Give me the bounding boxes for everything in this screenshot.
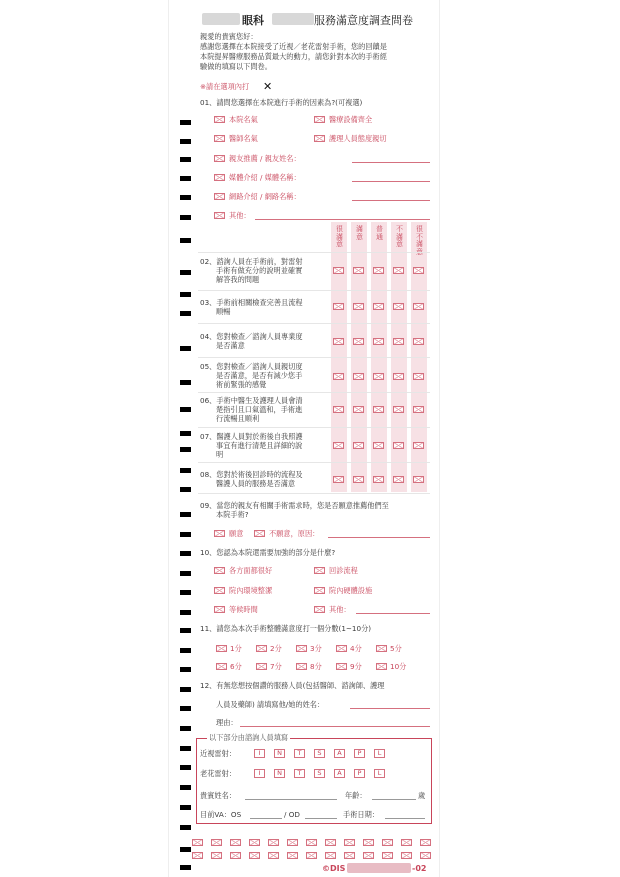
score-label: 5分 (390, 644, 402, 653)
q02-text: 手術有做充分的說明並確實 (216, 266, 303, 275)
row-divider (198, 392, 430, 393)
rating-header: 普通 (376, 225, 383, 241)
rating-checkbox[interactable] (373, 338, 384, 345)
rating-checkbox[interactable] (373, 267, 384, 274)
q10-checkbox[interactable] (214, 587, 225, 594)
timing-mark (180, 667, 191, 672)
code-box[interactable]: S (314, 769, 325, 778)
rating-checkbox[interactable] (393, 406, 404, 413)
timing-mark (180, 157, 191, 162)
timing-mark (180, 628, 191, 633)
age-field[interactable] (372, 799, 416, 800)
rating-checkbox[interactable] (393, 338, 404, 345)
rating-checkbox[interactable] (353, 267, 364, 274)
q12-text: 人員及藥師) 請填寫他/她的姓名： (216, 700, 325, 709)
footer-copyright: ©DIS (322, 864, 346, 873)
bottom-code-box (192, 839, 203, 846)
q11-text: 11、請您為本次手術整體滿意度打一個分數(1~10分) (200, 624, 372, 633)
score-label: 10分 (390, 662, 407, 671)
bottom-code-box (344, 852, 355, 859)
q10-checkbox[interactable] (314, 587, 325, 594)
age-unit: 歲 (418, 791, 426, 800)
score-checkbox[interactable] (256, 663, 267, 670)
bottom-code-box (306, 839, 317, 846)
timing-mark (180, 590, 191, 595)
redacted-form-code (347, 863, 411, 873)
rating-checkbox[interactable] (353, 373, 364, 380)
timing-mark (180, 380, 191, 385)
score-checkbox[interactable] (216, 645, 227, 652)
rating-checkbox[interactable] (373, 442, 384, 449)
q09-text: 09、當您的親友有相關手術需求時，您是否願意推薦他們至 (200, 501, 389, 510)
q03-text: 順暢 (216, 307, 231, 316)
bottom-code-box (420, 852, 431, 859)
intro-line-2: 本院提昇醫療服務品質最大的動力，請您針對本次的手術經 (200, 52, 387, 61)
mark-note: ※請在選項內打 (200, 82, 250, 91)
timing-mark (180, 487, 191, 492)
q09-reason-field[interactable] (328, 537, 430, 538)
rating-header: 很不滿 (416, 225, 423, 248)
staff-section-title: 以下部分由諮詢人員填寫 (209, 733, 289, 742)
code-box[interactable]: L (374, 749, 385, 758)
myopia-label: 近視雷射： (200, 749, 236, 758)
rating-checkbox[interactable] (413, 267, 424, 274)
bottom-code-box (363, 839, 374, 846)
rating-checkbox[interactable] (393, 373, 404, 380)
page-title: 服務滿意度調查問卷 (314, 14, 413, 27)
intro-line-3: 驗做的填寫以下問卷。 (200, 62, 272, 71)
score-label: 6分 (230, 662, 242, 671)
rating-checkbox[interactable] (373, 406, 384, 413)
bottom-code-box (382, 852, 393, 859)
q09-no-checkbox[interactable] (254, 530, 265, 537)
q08-text: 08、您對於術後回診時的流程及 (200, 470, 303, 479)
timing-mark (180, 648, 191, 653)
timing-mark (180, 447, 191, 452)
timing-mark (180, 706, 191, 711)
code-box[interactable]: S (314, 749, 325, 758)
timing-mark (180, 215, 191, 220)
code-box[interactable]: A (334, 769, 345, 778)
code-box[interactable]: N (274, 769, 285, 778)
q01-checkbox[interactable] (214, 212, 225, 219)
q05-text: 05、您對檢查／諮詢人員親切度 (200, 362, 303, 371)
va-os-field[interactable] (250, 818, 282, 819)
bottom-code-box (268, 839, 279, 846)
q10-option: 其他： (329, 605, 351, 614)
timing-mark (180, 785, 191, 790)
q06-text: 楚指引且口氣溫和，手術進 (216, 405, 303, 414)
q08-text: 醫護人員的服務是否滿意 (216, 479, 296, 488)
timing-mark (180, 765, 191, 770)
q01-option: 網路介紹 / 網路名稱： (229, 192, 301, 201)
timing-mark (180, 571, 191, 576)
q03-text: 03、手術前相關檢查完善且流程 (200, 298, 303, 307)
code-box[interactable]: I (254, 769, 265, 778)
q10-other-field[interactable] (356, 613, 430, 614)
q01-media-name-field[interactable] (352, 181, 430, 182)
timing-mark (180, 176, 191, 181)
q07-text: 事宜有進行清楚且詳細的說 (216, 441, 303, 450)
score-label: 7分 (270, 662, 282, 671)
timing-mark (180, 238, 191, 243)
rating-checkbox[interactable] (333, 303, 344, 310)
score-label: 2分 (270, 644, 282, 653)
q10-option: 院內硬體設施 (329, 586, 373, 595)
code-box[interactable]: P (354, 749, 365, 758)
q10-checkbox[interactable] (314, 567, 325, 574)
bottom-code-box (230, 839, 241, 846)
rating-checkbox[interactable] (353, 476, 364, 483)
rating-checkbox[interactable] (373, 303, 384, 310)
code-box[interactable]: L (374, 769, 385, 778)
bottom-code-box (211, 852, 222, 859)
q02-text: 解答我的問題 (216, 275, 260, 284)
rating-checkbox[interactable] (333, 442, 344, 449)
row-divider (198, 252, 430, 253)
q04-text: 是否滿意 (216, 341, 245, 350)
rating-checkbox[interactable] (393, 476, 404, 483)
bottom-code-box (401, 839, 412, 846)
row-divider (198, 290, 430, 291)
rating-checkbox[interactable] (393, 303, 404, 310)
timing-mark (180, 865, 191, 870)
timing-mark (180, 825, 191, 830)
rating-checkbox[interactable] (353, 442, 364, 449)
bottom-code-box (192, 852, 203, 859)
q01-option: 親友推薦 / 親友姓名： (229, 154, 301, 163)
rating-checkbox[interactable] (413, 406, 424, 413)
q01-checkbox[interactable] (214, 193, 225, 200)
timing-mark (180, 746, 191, 751)
timing-mark (180, 346, 191, 351)
va-label: 目前VA：OS (200, 810, 242, 819)
rating-checkbox[interactable] (333, 406, 344, 413)
bottom-code-box (382, 839, 393, 846)
rating-checkbox[interactable] (333, 267, 344, 274)
timing-mark (180, 532, 191, 537)
va-separator: / OD (284, 810, 300, 819)
bottom-code-box (249, 839, 260, 846)
row-divider (198, 323, 430, 324)
q10-option: 各方面都很好 (229, 566, 273, 575)
q05-text: 是否滿意，是否有減少您手 (216, 371, 303, 380)
q01-other-field[interactable] (255, 219, 430, 220)
timing-mark (180, 847, 191, 852)
q10-option: 等候時間 (229, 605, 258, 614)
q02-text: 02、諮詢人員在手術前，對雷射 (200, 257, 303, 266)
score-checkbox[interactable] (296, 645, 307, 652)
timing-mark (180, 195, 191, 200)
rating-checkbox[interactable] (333, 338, 344, 345)
greeting: 親愛的貴賓您好： (200, 32, 258, 41)
q09-text: 本院手術? (216, 510, 249, 519)
bottom-code-box (401, 852, 412, 859)
rating-checkbox[interactable] (373, 373, 384, 380)
q01-friend-name-field[interactable] (352, 162, 430, 163)
guest-name-label: 貴賓姓名： (200, 791, 236, 800)
score-checkbox[interactable] (336, 645, 347, 652)
presbyopia-label: 老花雷射： (200, 769, 236, 778)
q01-checkbox[interactable] (314, 135, 325, 142)
q09-no-label: 不願意，原因： (269, 529, 320, 538)
bottom-code-box (344, 839, 355, 846)
row-divider (198, 493, 430, 494)
timing-mark (180, 139, 191, 144)
rating-checkbox[interactable] (393, 267, 404, 274)
timing-mark (180, 431, 191, 436)
timing-mark (180, 270, 191, 275)
q01-option: 醫療設備齊全 (329, 115, 373, 124)
score-label: 1分 (230, 644, 242, 653)
q10-option: 院內環境整潔 (229, 586, 273, 595)
bottom-code-box (211, 839, 222, 846)
score-checkbox[interactable] (376, 645, 387, 652)
score-checkbox[interactable] (296, 663, 307, 670)
timing-mark (180, 512, 191, 517)
bottom-code-box (287, 839, 298, 846)
q07-text: 明 (216, 450, 224, 459)
timing-mark (180, 687, 191, 692)
score-label: 4分 (350, 644, 362, 653)
q01-option: 其他： (229, 211, 251, 220)
rating-checkbox[interactable] (413, 338, 424, 345)
timing-mark (180, 610, 191, 615)
rating-checkbox[interactable] (353, 406, 364, 413)
q10-checkbox[interactable] (314, 606, 325, 613)
score-label: 3分 (310, 644, 322, 653)
rating-header: 很滿意 (336, 225, 343, 248)
rating-checkbox[interactable] (333, 373, 344, 380)
timing-mark (180, 311, 191, 316)
q05-text: 術前緊張的感覺 (216, 380, 267, 389)
code-box[interactable]: I (254, 749, 265, 758)
q06-text: 06、手術中醫生及護理人員會清 (200, 396, 303, 405)
rating-header: 不滿意 (396, 225, 403, 248)
q04-text: 04、您對檢查／諮詢人員專業度 (200, 332, 303, 341)
q06-text: 行流暢且順利 (216, 414, 260, 423)
rating-checkbox[interactable] (353, 338, 364, 345)
score-label: 9分 (350, 662, 362, 671)
q01-checkbox[interactable] (214, 135, 225, 142)
code-box[interactable]: P (354, 769, 365, 778)
x-mark-icon: ✕ (263, 80, 273, 93)
bottom-code-box (325, 839, 336, 846)
q12-text: 12、有無您想按個讚的服務人員(包括醫師、諮詢師、護理 (200, 681, 385, 690)
redacted-unit-name (272, 13, 314, 25)
q01-checkbox[interactable] (214, 174, 225, 181)
q01-web-name-field[interactable] (352, 200, 430, 201)
row-divider (198, 357, 430, 358)
q09-yes-label: 願意 (229, 529, 244, 538)
guest-name-field[interactable] (245, 799, 337, 800)
rating-checkbox[interactable] (413, 303, 424, 310)
bottom-code-box (363, 852, 374, 859)
q10-text: 10、您認為本院還需要加強的部分是什麼? (200, 548, 336, 557)
code-box[interactable]: T (294, 749, 305, 758)
timing-mark (180, 120, 191, 125)
q10-option: 回診流程 (329, 566, 358, 575)
q01-option: 醫師名氣 (229, 134, 258, 143)
q07-text: 07、醫護人員對於術後自我照護 (200, 432, 303, 441)
score-checkbox[interactable] (256, 645, 267, 652)
q01-option: 媒體介紹 / 媒體名稱： (229, 173, 301, 182)
q01-option: 本院名氣 (229, 115, 258, 124)
bottom-code-box (230, 852, 241, 859)
title-dept: 眼科 (242, 14, 264, 27)
code-box[interactable]: T (294, 769, 305, 778)
q01-option: 護理人員態度親切 (329, 134, 387, 143)
bottom-code-box (249, 852, 260, 859)
code-box[interactable]: N (274, 749, 285, 758)
va-od-field[interactable] (305, 818, 337, 819)
intro-line-1: 感謝您選擇在本院接受了近視／老花雷射手術，您的回饋是 (200, 42, 387, 51)
timing-mark (180, 468, 191, 473)
surgery-date-field[interactable] (385, 818, 425, 819)
rating-header: 滿意 (356, 225, 363, 241)
bottom-code-box (325, 852, 336, 859)
bottom-code-box (287, 852, 298, 859)
bottom-code-box (306, 852, 317, 859)
surgery-date-label: 手術日期： (343, 810, 379, 819)
score-checkbox[interactable] (336, 663, 347, 670)
timing-mark (180, 407, 191, 412)
redacted-hospital-name (202, 13, 240, 25)
timing-mark (180, 805, 191, 810)
rating-checkbox[interactable] (413, 476, 424, 483)
rating-checkbox[interactable] (393, 442, 404, 449)
bottom-code-box (420, 839, 431, 846)
timing-mark (180, 292, 191, 297)
timing-mark (180, 551, 191, 556)
age-label: 年齡： (345, 791, 367, 800)
q12-name-field[interactable] (350, 708, 430, 709)
q12-reason-field[interactable] (240, 726, 430, 727)
rating-checkbox[interactable] (333, 476, 344, 483)
q12-reason-label: 理由： (216, 718, 238, 727)
row-divider (198, 427, 430, 428)
rating-checkbox[interactable] (413, 442, 424, 449)
q01-checkbox[interactable] (214, 155, 225, 162)
rating-checkbox[interactable] (353, 303, 364, 310)
score-checkbox[interactable] (376, 663, 387, 670)
q09-yes-checkbox[interactable] (214, 530, 225, 537)
score-label: 8分 (310, 662, 322, 671)
code-box[interactable]: A (334, 749, 345, 758)
q01-checkbox[interactable] (314, 116, 325, 123)
rating-checkbox[interactable] (413, 373, 424, 380)
timing-mark (180, 726, 191, 731)
row-divider (198, 462, 430, 463)
q01-checkbox[interactable] (214, 116, 225, 123)
bottom-code-box (268, 852, 279, 859)
q01-text: 01、請問您選擇在本院進行手術的因素為?(可複選) (200, 98, 363, 107)
footer-form-code: -02 (412, 864, 427, 873)
score-checkbox[interactable] (216, 663, 227, 670)
q10-checkbox[interactable] (214, 567, 225, 574)
rating-checkbox[interactable] (373, 476, 384, 483)
q10-checkbox[interactable] (214, 606, 225, 613)
